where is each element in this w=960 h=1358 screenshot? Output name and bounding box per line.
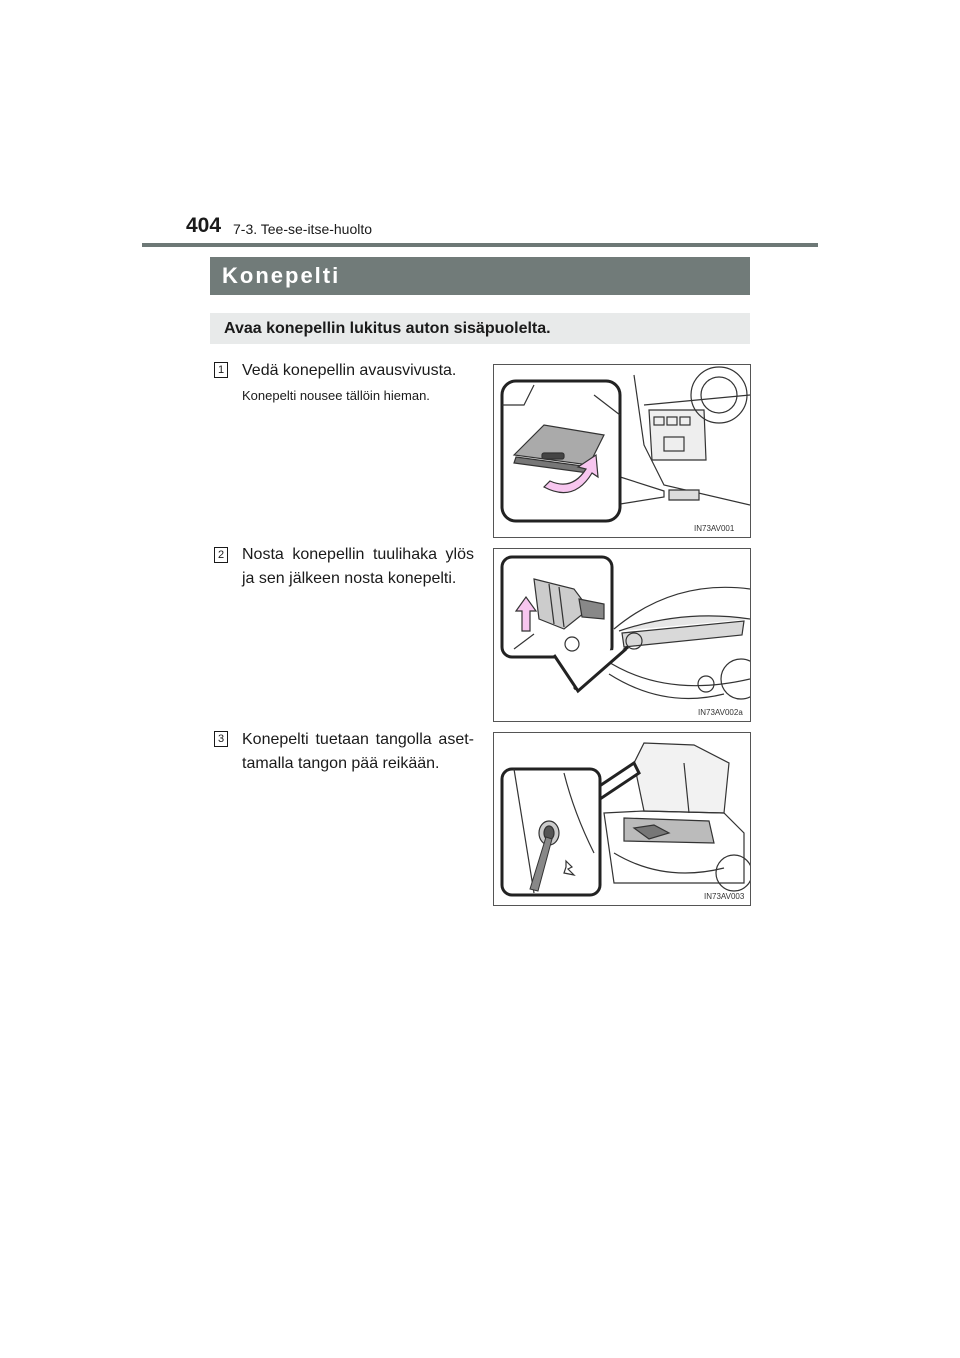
header-rule [142,243,818,247]
page-number: 404 [186,214,222,237]
step-1-badge: 1 [214,362,228,378]
figure-1-code: IN73AV001 [694,524,735,533]
step-3-text: Konepelti tuetaan tangolla aset-tamalla tangon pää reikään. [242,731,474,772]
step-2-text: Nosta konepellin tuulihaka ylös ja sen jälkeen nosta konepelti. [242,546,474,587]
step-2-badge: 2 [214,547,228,563]
figure-hood-safety-catch [493,548,751,722]
procedure-heading: Avaa konepellin lukitus auton sisäpuolelta. [210,313,750,344]
step-1-note: Konepelti nousee tällöin hieman. [242,388,430,403]
section-title: Konepelti [210,257,750,295]
figure-3-code: IN73AV003 [704,892,745,901]
section-reference: 7-3. Tee-se-itse-huolto [233,221,373,237]
step-3-badge: 3 [214,731,228,747]
figure-2-code: IN73AV002a [698,708,743,717]
figure-hood-release-lever [493,364,751,538]
step-1-text: Vedä konepellin avausvivusta. [242,362,457,379]
figure-hood-support-rod [493,732,751,906]
